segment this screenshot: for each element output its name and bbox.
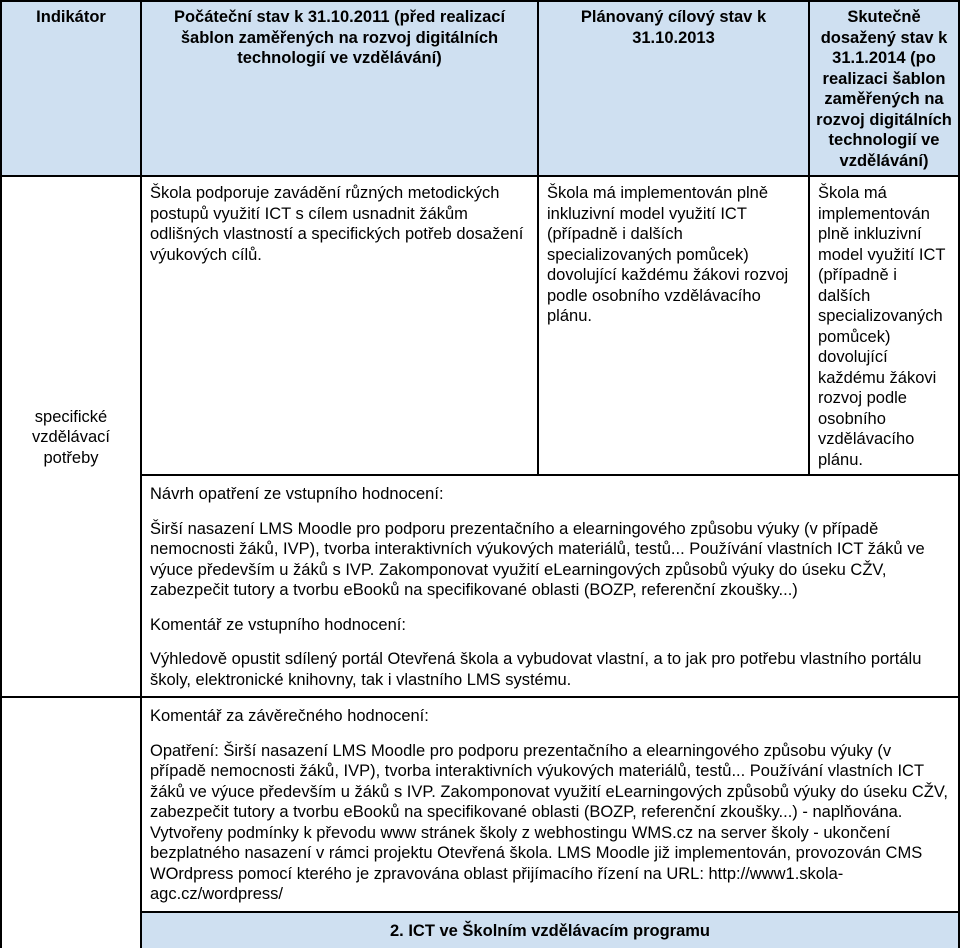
final-comment-text: Opatření: Širší nasazení LMS Moodle pro podporu prezentačního a elearningového způsobu výuky (v případě nemocnosti žáků, IVP), tvorba interaktivních výukových materiálů, testů... Používání vlastních ICT žáků ve výuce především u žáků s IVP. Zakomponovat využití eLearningových způsobů výuky do úseku CŽV, zabezpečit tutory a tvorbu eBooků na specifikované oblasti (BOZP, referenční zkoušky...) - naplňována. Vytvořeny podmínky k převodu www stránek školy z webhostingu WMS.cz na server školy - ukončení bezplatného nasazení v rámci projektu Otevřená škola. LMS Moodle již implementován, provozován CMS WOrdpress pomocí kterého je zpravována oblast přijímacího řízení na URL: http://www1.skola-agc.cz/wordpress/ (150, 741, 950, 905)
state-row (1, 176, 959, 475)
achieved-state-cell: Škola má implementován plně inkluzivní model využití ICT (případně i dalších specializovaných pomůcek) dovolující každému žákovi rozvoj podle osobního vzdělávacího plánu. (809, 176, 959, 475)
comments-row (1, 475, 959, 697)
proposal-label: Návrh opatření ze vstupního hodnocení: (150, 484, 950, 505)
footer-spacer (1, 912, 141, 948)
entry-comment-label: Komentář ze vstupního hodnocení: (150, 615, 950, 636)
final-comment-cell (141, 697, 959, 912)
comments-cell (141, 475, 959, 697)
entry-comment-text: Výhledově opustit sdílený portál Otevřená škola a vybudovat vlastní, a to jak pro potřebu vlastního portálu školy, elektronické knihovny, tak i vlastního LMS systému. (150, 649, 950, 690)
header-planned-state: Plánovaný cílový stav k 31.10.2013 (538, 1, 809, 176)
footer-row (1, 912, 959, 948)
initial-state-cell: Škola podporuje zavádění různých metodických postupů využití ICT s cílem usnadnit žákům odlišných vlastností a specifických potřeb dosažení výukových cílů. (141, 176, 538, 475)
final-comment-label: Komentář za závěrečného hodnocení: (150, 706, 950, 727)
header-initial-state: Počáteční stav k 31.10.2011 (před realizací šablon zaměřených na rozvoj digitálních technologií ve vzdělávání) (141, 1, 538, 176)
header-row (1, 1, 959, 176)
planned-state-cell: Škola má implementován plně inkluzivní model využití ICT (případně i dalších specializovaných pomůcek) dovolující každému žákovi rozvoj podle osobního vzdělávacího plánu. (538, 176, 809, 475)
header-indicator: Indikátor (1, 1, 141, 176)
proposal-text: Širší nasazení LMS Moodle pro podporu prezentačního a elearningového způsobu výuky (v případě nemocnosti žáků, IVP), tvorba interaktivních výukových materiálů, testů... Používání vlastních ICT žáků ve výuce především u žáků s IVP. Zakomponovat využití eLearningových způsobů výuky do úseku CŽV, zabezpečit tutory a tvorbu eBooků na specifikované oblasti (BOZP, referenční zkoušky...) (150, 519, 950, 601)
indicator-continuation (1, 697, 141, 912)
header-achieved-state: Skutečně dosažený stav k 31.1.2014 (po realizaci šablon zaměřených na rozvoj digitálních technologií ve vzdělávání) (809, 1, 959, 176)
section-title: 2. ICT ve Školním vzdělávacím programu (141, 912, 959, 948)
final-comment-row (1, 697, 959, 912)
indicator-cell: specifické vzdělávací potřeby (1, 176, 141, 697)
